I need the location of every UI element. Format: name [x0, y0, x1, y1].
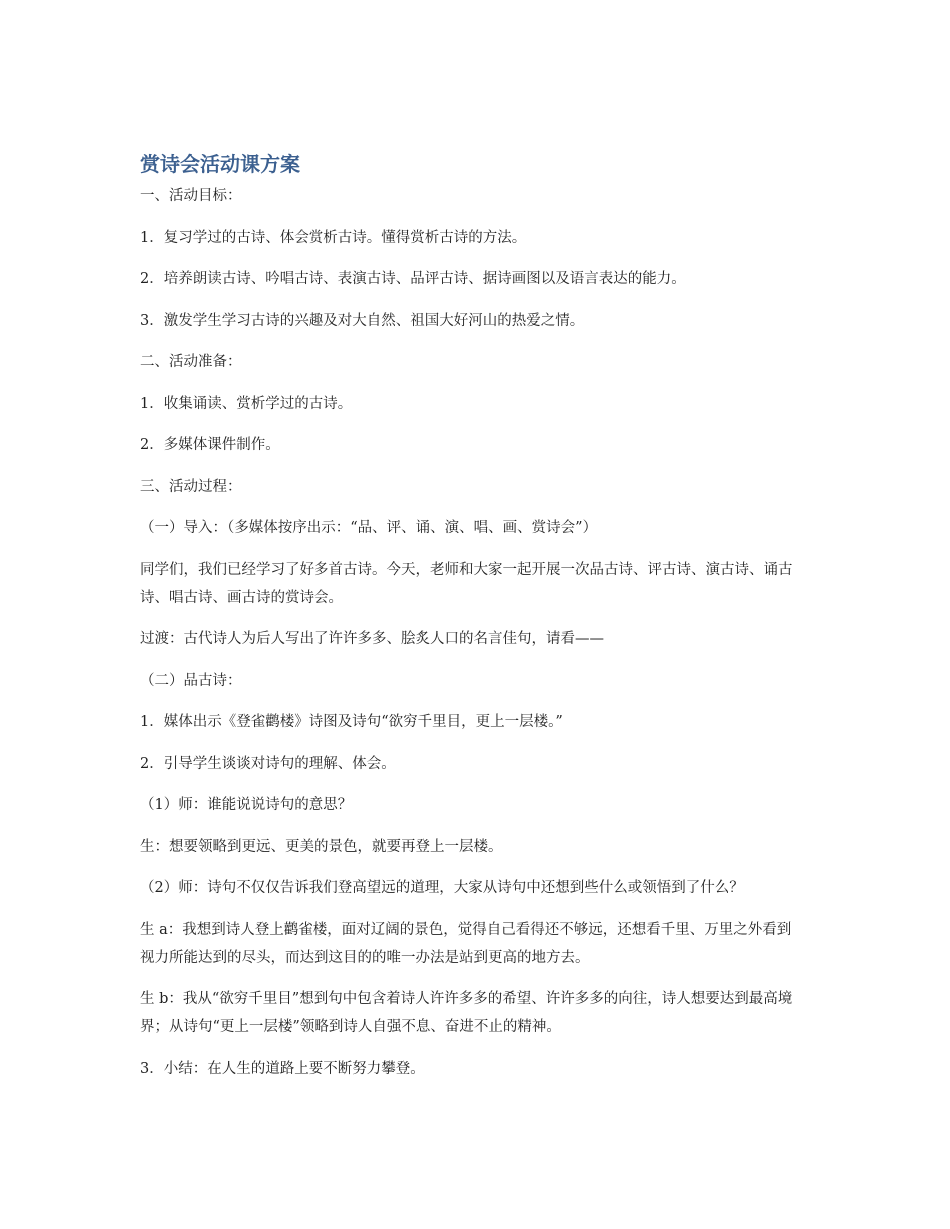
paragraph: （2）师：诗句不仅仅告诉我们登高望远的道理，大家从诗句中还想到些什么或领悟到了什么？: [140, 880, 744, 896]
paragraph: 2．培养朗读古诗、吟唱古诗、表演古诗、品评古诗、据诗画图以及语言表达的能力。: [140, 271, 686, 287]
paragraph: 2．引导学生谈谈对诗句的理解、体会。: [140, 755, 396, 772]
paragraph: 生：想要领略到更远、更美的景色，就要再登上一层楼。: [140, 838, 503, 855]
paragraph: （一）导入：（多媒体按序出示：“品、评、诵、演、唱、画、赏诗会”）: [140, 520, 598, 536]
paragraph: 生 a：我想到诗人登上鹳雀楼，面对辽阔的景色，觉得自己看得还不够远，还想看千里、万里之外看到视力所能达到的尽头，而达到这目的的唯一办法是站到更高的地方去。: [140, 921, 792, 966]
document-page: [140, 148, 805, 1096]
section-heading-preparation: 二、活动准备：: [140, 354, 242, 370]
section-heading-goals: 一、活动目标：: [140, 188, 242, 204]
paragraph: （二）品古诗：: [140, 672, 242, 689]
document-title: 赏诗会活动课方案: [140, 152, 300, 176]
paragraph: 1．收集诵读、赏析学过的古诗。: [140, 395, 353, 412]
paragraph: 3．小结：在人生的道路上要不断努力攀登。: [140, 1060, 425, 1077]
paragraph: 3．激发学生学习古诗的兴趣及对大自然、祖国大好河山的热爱之情。: [140, 312, 585, 329]
paragraph: （1）师：谁能说说诗句的意思？: [140, 797, 353, 813]
paragraph: 2．多媒体课件制作。: [140, 437, 280, 453]
section-heading-process: 三、活动过程：: [140, 478, 242, 495]
paragraph: 过渡：古代诗人为后人写出了许许多多、脍炙人口的名言佳句，请看——: [140, 631, 604, 647]
paragraph: 1．媒体出示《登雀鹳楼》诗图及诗句“欲穷千里目，更上一层楼。”: [140, 714, 563, 730]
paragraph: 同学们，我们已经学习了好多首古诗。今天，老师和大家一起开展一次品古诗、评古诗、演古诗、诵古诗、唱古诗、画古诗的赏诗会。: [140, 561, 793, 606]
paragraph: 生 b：我从“欲穷千里目”想到句中包含着诗人许许多多的希望、许许多多的向往，诗人想要达到最高境界；从诗句“更上一层楼”领略到诗人自强不息、奋进不止的精神。: [140, 991, 793, 1035]
paragraph: 1．复习学过的古诗、体会赏析古诗。懂得赏析古诗的方法。: [140, 229, 527, 246]
